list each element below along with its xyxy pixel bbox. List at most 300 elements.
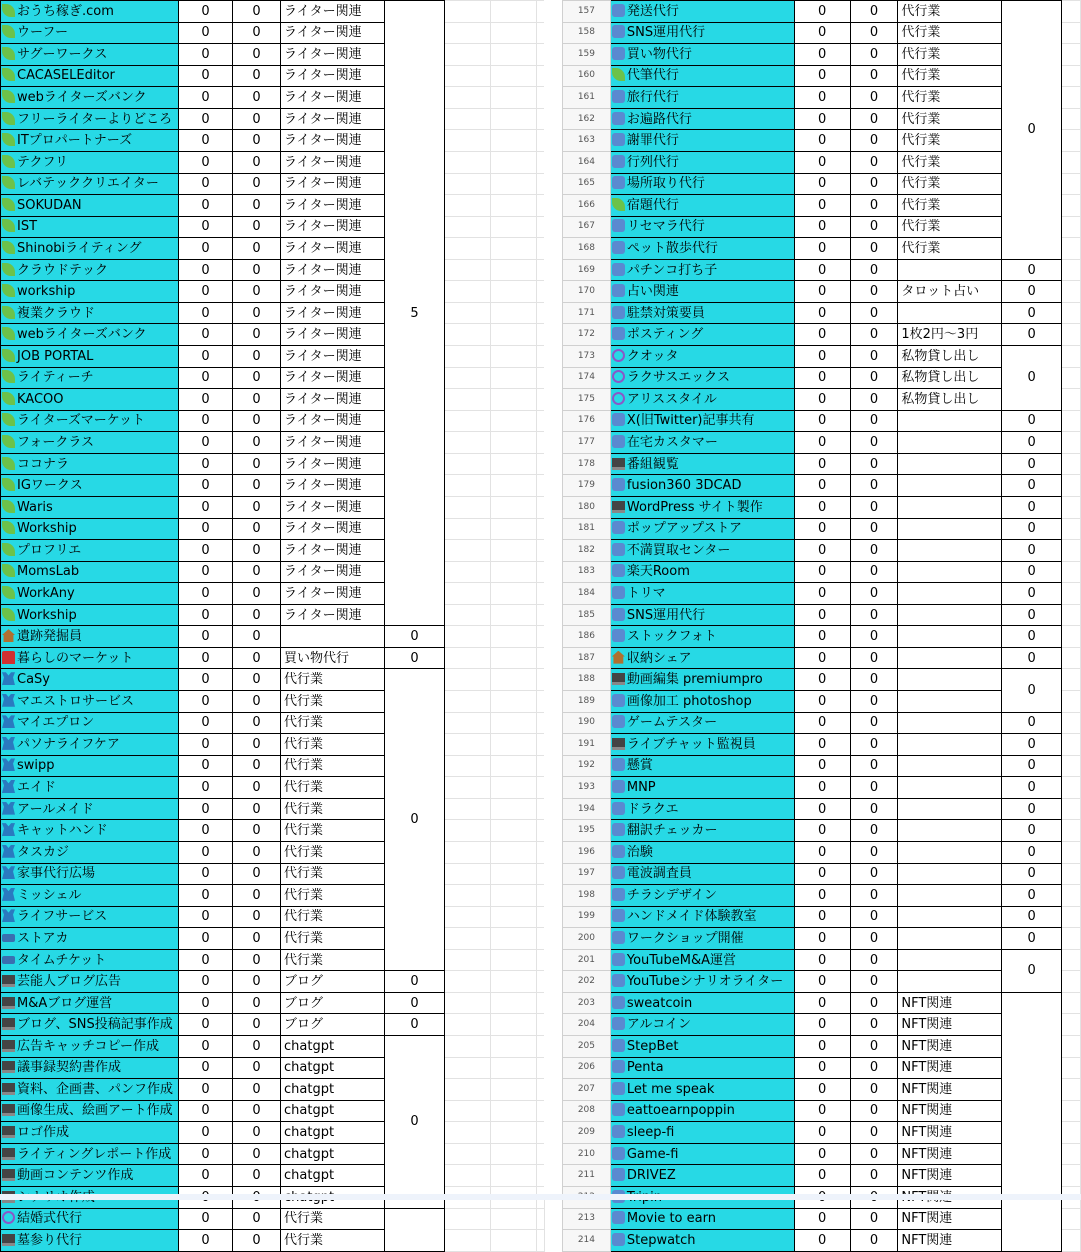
category-cell[interactable]: 代行業 [281,949,385,971]
count-cell-b[interactable]: 0 [850,583,898,605]
empty-cell[interactable] [491,669,537,691]
item-name-cell[interactable] [1,1165,179,1187]
count-cell-a[interactable]: 0 [794,971,850,993]
row-number[interactable]: 192 [563,755,611,777]
category-cell[interactable] [898,496,1002,518]
empty-cell[interactable] [1062,65,1081,87]
empty-cell[interactable] [491,540,537,562]
item-name-cell[interactable] [610,626,794,648]
empty-cell[interactable] [445,87,491,109]
category-cell[interactable]: 代行業 [281,691,385,713]
count-cell-b[interactable]: 0 [850,346,898,368]
empty-cell[interactable] [445,669,491,691]
item-name-cell[interactable] [1,669,179,691]
count-cell-a[interactable]: 0 [179,432,233,454]
item-name-cell[interactable] [610,647,794,669]
item-name-cell[interactable] [610,410,794,432]
empty-cell[interactable] [445,1143,491,1165]
count-cell-b[interactable]: 0 [233,561,281,583]
count-cell-a[interactable]: 0 [179,647,233,669]
empty-cell[interactable] [445,367,491,389]
category-cell[interactable]: ライター関連 [281,302,385,324]
category-cell[interactable]: chatgpt [281,1036,385,1058]
category-cell[interactable] [898,518,1002,540]
count-cell-b[interactable]: 0 [233,712,281,734]
item-name-cell[interactable] [1,195,179,217]
count-cell-b[interactable]: 0 [233,1143,281,1165]
count-cell-b[interactable]: 0 [233,777,281,799]
category-cell[interactable]: 私物貸し出し [898,346,1002,368]
count-cell-a[interactable]: 0 [794,108,850,130]
item-name-cell[interactable] [610,669,794,691]
category-cell[interactable] [898,820,1002,842]
item-name-cell[interactable] [1,1122,179,1144]
count-cell-a[interactable]: 0 [179,453,233,475]
category-cell[interactable]: ライター関連 [281,496,385,518]
empty-cell[interactable] [445,906,491,928]
count-cell-b[interactable]: 0 [850,410,898,432]
count-cell-b[interactable]: 0 [233,906,281,928]
count-cell-a[interactable]: 0 [794,691,850,713]
empty-cell[interactable] [445,734,491,756]
group-total-cell[interactable]: 0 [1002,540,1062,562]
empty-cell[interactable] [491,971,537,993]
item-name-cell[interactable] [1,108,179,130]
empty-cell[interactable] [491,1122,537,1144]
count-cell-b[interactable]: 0 [233,647,281,669]
category-cell[interactable]: ライター関連 [281,367,385,389]
empty-cell[interactable] [491,108,537,130]
item-name-cell[interactable] [610,949,794,971]
category-cell[interactable]: 代行業 [898,44,1002,66]
count-cell-a[interactable]: 0 [794,1122,850,1144]
empty-cell[interactable] [445,604,491,626]
count-cell-a[interactable]: 0 [179,44,233,66]
empty-cell[interactable] [1062,432,1081,454]
empty-cell[interactable] [445,1230,491,1252]
count-cell-b[interactable]: 0 [850,324,898,346]
category-cell[interactable]: ライター関連 [281,238,385,260]
count-cell-b[interactable]: 0 [233,518,281,540]
category-cell[interactable]: ライター関連 [281,346,385,368]
count-cell-b[interactable]: 0 [233,302,281,324]
count-cell-a[interactable]: 0 [179,755,233,777]
count-cell-b[interactable]: 0 [850,1036,898,1058]
empty-cell[interactable] [445,647,491,669]
category-cell[interactable] [898,410,1002,432]
empty-cell[interactable] [1062,841,1081,863]
empty-cell[interactable] [1062,1165,1081,1187]
item-name-cell[interactable] [1,518,179,540]
row-number[interactable]: 207 [563,1079,611,1101]
empty-cell[interactable] [491,65,537,87]
category-cell[interactable]: 代行業 [281,798,385,820]
empty-cell[interactable] [1062,324,1081,346]
item-name-cell[interactable] [610,1122,794,1144]
count-cell-a[interactable]: 0 [179,906,233,928]
category-cell[interactable] [898,475,1002,497]
item-name-cell[interactable] [1,841,179,863]
count-cell-b[interactable]: 0 [850,1208,898,1230]
category-cell[interactable]: NFT関連 [898,1057,1002,1079]
empty-cell[interactable] [491,863,537,885]
count-cell-a[interactable]: 0 [179,583,233,605]
category-cell[interactable]: ライター関連 [281,604,385,626]
category-cell[interactable]: ライター関連 [281,475,385,497]
row-number[interactable]: 208 [563,1100,611,1122]
item-name-cell[interactable] [1,44,179,66]
count-cell-b[interactable]: 0 [233,195,281,217]
count-cell-b[interactable]: 0 [850,841,898,863]
item-name-cell[interactable] [610,1014,794,1036]
count-cell-b[interactable]: 0 [233,841,281,863]
count-cell-b[interactable]: 0 [233,885,281,907]
count-cell-a[interactable]: 0 [179,410,233,432]
count-cell-a[interactable]: 0 [179,195,233,217]
empty-cell[interactable] [1062,540,1081,562]
empty-cell[interactable] [445,130,491,152]
empty-cell[interactable] [1062,87,1081,109]
empty-cell[interactable] [491,1036,537,1058]
count-cell-b[interactable]: 0 [233,151,281,173]
row-number[interactable]: 172 [563,324,611,346]
count-cell-a[interactable]: 0 [179,604,233,626]
empty-cell[interactable] [445,259,491,281]
group-total-cell[interactable]: 0 [1002,259,1062,281]
count-cell-a[interactable]: 0 [179,928,233,950]
empty-cell[interactable] [1062,885,1081,907]
row-number[interactable]: 189 [563,691,611,713]
empty-cell[interactable] [445,432,491,454]
group-total-cell[interactable]: 0 [1002,626,1062,648]
empty-cell[interactable] [445,561,491,583]
count-cell-a[interactable]: 0 [794,281,850,303]
empty-cell[interactable] [491,1079,537,1101]
item-name-cell[interactable] [1,734,179,756]
empty-cell[interactable] [1062,712,1081,734]
count-cell-a[interactable]: 0 [179,1165,233,1187]
count-cell-a[interactable]: 0 [794,561,850,583]
item-name-cell[interactable] [1,691,179,713]
category-cell[interactable]: 代行業 [281,928,385,950]
category-cell[interactable]: ブログ [281,971,385,993]
count-cell-b[interactable]: 0 [233,410,281,432]
empty-cell[interactable] [445,1036,491,1058]
group-total-cell[interactable]: 0 [1002,755,1062,777]
count-cell-a[interactable]: 0 [794,626,850,648]
category-cell[interactable] [898,841,1002,863]
count-cell-b[interactable]: 0 [850,928,898,950]
count-cell-b[interactable]: 0 [850,906,898,928]
empty-cell[interactable] [445,324,491,346]
item-name-cell[interactable] [1,777,179,799]
empty-cell[interactable] [491,798,537,820]
item-name-cell[interactable] [1,1143,179,1165]
group-total-cell[interactable]: 0 [1002,885,1062,907]
row-number[interactable]: 213 [563,1208,611,1230]
count-cell-b[interactable]: 0 [850,712,898,734]
item-name-cell[interactable] [1,367,179,389]
item-name-cell[interactable] [1,302,179,324]
count-cell-b[interactable]: 0 [233,346,281,368]
group-total-cell[interactable]: 0 [385,1014,445,1036]
count-cell-b[interactable]: 0 [850,1122,898,1144]
item-name-cell[interactable] [1,1057,179,1079]
empty-cell[interactable] [445,475,491,497]
empty-cell[interactable] [1062,583,1081,605]
item-name-cell[interactable] [610,324,794,346]
empty-cell[interactable] [445,712,491,734]
empty-cell[interactable] [491,496,537,518]
category-cell[interactable]: 代行業 [281,1208,385,1230]
row-number[interactable]: 185 [563,604,611,626]
empty-cell[interactable] [1062,1122,1081,1144]
empty-cell[interactable] [1062,44,1081,66]
item-name-cell[interactable] [1,346,179,368]
count-cell-a[interactable]: 0 [794,195,850,217]
category-cell[interactable]: 代行業 [898,130,1002,152]
item-name-cell[interactable] [610,22,794,44]
category-cell[interactable] [898,669,1002,691]
count-cell-b[interactable]: 0 [233,734,281,756]
empty-cell[interactable] [491,561,537,583]
count-cell-a[interactable]: 0 [794,302,850,324]
count-cell-a[interactable]: 0 [794,1036,850,1058]
count-cell-b[interactable]: 0 [850,820,898,842]
count-cell-b[interactable]: 0 [233,1,281,23]
count-cell-b[interactable]: 0 [850,863,898,885]
category-cell[interactable] [898,604,1002,626]
item-name-cell[interactable] [1,1100,179,1122]
item-name-cell[interactable] [610,928,794,950]
item-name-cell[interactable] [1,820,179,842]
item-name-cell[interactable] [610,1036,794,1058]
item-name-cell[interactable] [1,87,179,109]
empty-cell[interactable] [445,1079,491,1101]
row-number[interactable]: 178 [563,453,611,475]
empty-cell[interactable] [1062,798,1081,820]
count-cell-a[interactable]: 0 [794,496,850,518]
item-name-cell[interactable] [1,971,179,993]
category-cell[interactable]: chatgpt [281,1143,385,1165]
count-cell-a[interactable]: 0 [794,712,850,734]
category-cell[interactable] [898,863,1002,885]
category-cell[interactable] [898,540,1002,562]
item-name-cell[interactable] [1,432,179,454]
count-cell-a[interactable]: 0 [794,259,850,281]
row-number[interactable]: 201 [563,949,611,971]
category-cell[interactable]: 私物貸し出し [898,367,1002,389]
empty-cell[interactable] [1062,691,1081,713]
group-total-cell[interactable]: 0 [1002,410,1062,432]
count-cell-b[interactable]: 0 [233,1036,281,1058]
row-number[interactable]: 166 [563,195,611,217]
row-number[interactable]: 199 [563,906,611,928]
empty-cell[interactable] [1062,367,1081,389]
empty-cell[interactable] [1062,928,1081,950]
item-name-cell[interactable] [1,1230,179,1252]
item-name-cell[interactable] [1,1014,179,1036]
count-cell-b[interactable]: 0 [850,1014,898,1036]
count-cell-b[interactable]: 0 [850,755,898,777]
count-cell-a[interactable]: 0 [794,324,850,346]
category-cell[interactable]: ライター関連 [281,22,385,44]
count-cell-a[interactable]: 0 [179,1230,233,1252]
empty-cell[interactable] [1062,1143,1081,1165]
count-cell-a[interactable]: 0 [179,367,233,389]
empty-cell[interactable] [445,691,491,713]
item-name-cell[interactable] [610,841,794,863]
empty-cell[interactable] [1062,734,1081,756]
count-cell-a[interactable]: 0 [179,87,233,109]
category-cell[interactable]: ブログ [281,1014,385,1036]
count-cell-b[interactable]: 0 [233,820,281,842]
empty-cell[interactable] [445,820,491,842]
count-cell-b[interactable]: 0 [850,734,898,756]
category-cell[interactable]: ライター関連 [281,259,385,281]
empty-cell[interactable] [491,583,537,605]
count-cell-b[interactable]: 0 [233,971,281,993]
count-cell-a[interactable]: 0 [794,475,850,497]
item-name-cell[interactable] [610,389,794,411]
category-cell[interactable]: NFT関連 [898,1143,1002,1165]
empty-cell[interactable] [1062,173,1081,195]
row-number[interactable]: 161 [563,87,611,109]
category-cell[interactable]: chatgpt [281,1057,385,1079]
count-cell-b[interactable]: 0 [850,971,898,993]
category-cell[interactable]: ライター関連 [281,324,385,346]
item-name-cell[interactable] [610,108,794,130]
count-cell-a[interactable]: 0 [794,669,850,691]
count-cell-b[interactable]: 0 [233,1079,281,1101]
item-name-cell[interactable] [1,885,179,907]
empty-cell[interactable] [537,1230,545,1252]
count-cell-b[interactable]: 0 [233,540,281,562]
item-name-cell[interactable] [610,281,794,303]
row-number[interactable]: 187 [563,647,611,669]
item-name-cell[interactable] [610,367,794,389]
group-total-cell[interactable]: 0 [1002,949,1062,992]
count-cell-a[interactable]: 0 [794,1100,850,1122]
empty-cell[interactable] [1062,195,1081,217]
item-name-cell[interactable] [610,518,794,540]
empty-cell[interactable] [1062,346,1081,368]
count-cell-b[interactable]: 0 [233,1100,281,1122]
group-total-cell[interactable]: 0 [385,992,445,1014]
category-cell[interactable]: 代行業 [281,885,385,907]
item-name-cell[interactable] [610,734,794,756]
category-cell[interactable]: 代行業 [281,906,385,928]
row-number[interactable]: 182 [563,540,611,562]
count-cell-a[interactable]: 0 [179,1208,233,1230]
count-cell-a[interactable]: 0 [794,432,850,454]
count-cell-a[interactable]: 0 [179,971,233,993]
category-cell[interactable]: 代行業 [898,216,1002,238]
count-cell-b[interactable]: 0 [850,1165,898,1187]
row-number[interactable]: 205 [563,1036,611,1058]
row-number[interactable]: 183 [563,561,611,583]
count-cell-b[interactable]: 0 [233,108,281,130]
item-name-cell[interactable] [1,798,179,820]
count-cell-a[interactable]: 0 [179,108,233,130]
group-total-cell[interactable]: 0 [1002,346,1062,411]
empty-cell[interactable] [1062,389,1081,411]
item-name-cell[interactable] [1,1,179,23]
count-cell-a[interactable]: 0 [179,841,233,863]
item-name-cell[interactable] [610,151,794,173]
category-cell[interactable] [898,302,1002,324]
category-cell[interactable]: ライター関連 [281,108,385,130]
category-cell[interactable]: 代行業 [281,755,385,777]
count-cell-b[interactable]: 0 [233,1122,281,1144]
count-cell-b[interactable]: 0 [850,216,898,238]
count-cell-b[interactable]: 0 [233,1208,281,1230]
empty-cell[interactable] [445,1122,491,1144]
count-cell-a[interactable]: 0 [794,367,850,389]
empty-cell[interactable] [491,281,537,303]
row-number[interactable]: 157 [563,1,611,23]
count-cell-a[interactable]: 0 [179,1100,233,1122]
empty-cell[interactable] [1062,151,1081,173]
group-total-cell[interactable]: 0 [1002,734,1062,756]
count-cell-b[interactable]: 0 [850,22,898,44]
item-name-cell[interactable] [610,1165,794,1187]
count-cell-a[interactable]: 0 [794,583,850,605]
empty-cell[interactable] [1062,410,1081,432]
category-cell[interactable] [898,798,1002,820]
category-cell[interactable]: ライター関連 [281,281,385,303]
count-cell-a[interactable]: 0 [179,518,233,540]
category-cell[interactable]: NFT関連 [898,1014,1002,1036]
item-name-cell[interactable] [1,949,179,971]
count-cell-a[interactable]: 0 [179,712,233,734]
group-total-cell[interactable]: 0 [1002,281,1062,303]
count-cell-a[interactable]: 0 [179,1,233,23]
empty-cell[interactable] [491,410,537,432]
empty-cell[interactable] [445,281,491,303]
row-number[interactable]: 209 [563,1122,611,1144]
category-cell[interactable]: NFT関連 [898,992,1002,1014]
count-cell-b[interactable]: 0 [233,65,281,87]
empty-cell[interactable] [1062,626,1081,648]
category-cell[interactable]: 代行業 [281,1230,385,1252]
row-number[interactable]: 188 [563,669,611,691]
group-total-cell[interactable] [1002,992,1062,1251]
empty-cell[interactable] [491,755,537,777]
empty-cell[interactable] [445,346,491,368]
count-cell-a[interactable]: 0 [794,604,850,626]
category-cell[interactable]: 代行業 [281,863,385,885]
count-cell-a[interactable]: 0 [794,130,850,152]
item-name-cell[interactable] [610,87,794,109]
row-number[interactable]: 214 [563,1230,611,1252]
count-cell-b[interactable]: 0 [850,302,898,324]
empty-cell[interactable] [491,173,537,195]
count-cell-a[interactable]: 0 [794,1230,850,1252]
item-name-cell[interactable] [610,691,794,713]
group-total-cell[interactable]: 0 [1002,712,1062,734]
count-cell-b[interactable]: 0 [850,626,898,648]
item-name-cell[interactable] [1,173,179,195]
group-total-cell[interactable]: 0 [385,647,445,669]
count-cell-a[interactable]: 0 [794,65,850,87]
empty-cell[interactable] [1062,108,1081,130]
category-cell[interactable]: ライター関連 [281,432,385,454]
count-cell-b[interactable]: 0 [233,604,281,626]
empty-cell[interactable] [1062,518,1081,540]
count-cell-a[interactable]: 0 [179,346,233,368]
row-number[interactable]: 181 [563,518,611,540]
